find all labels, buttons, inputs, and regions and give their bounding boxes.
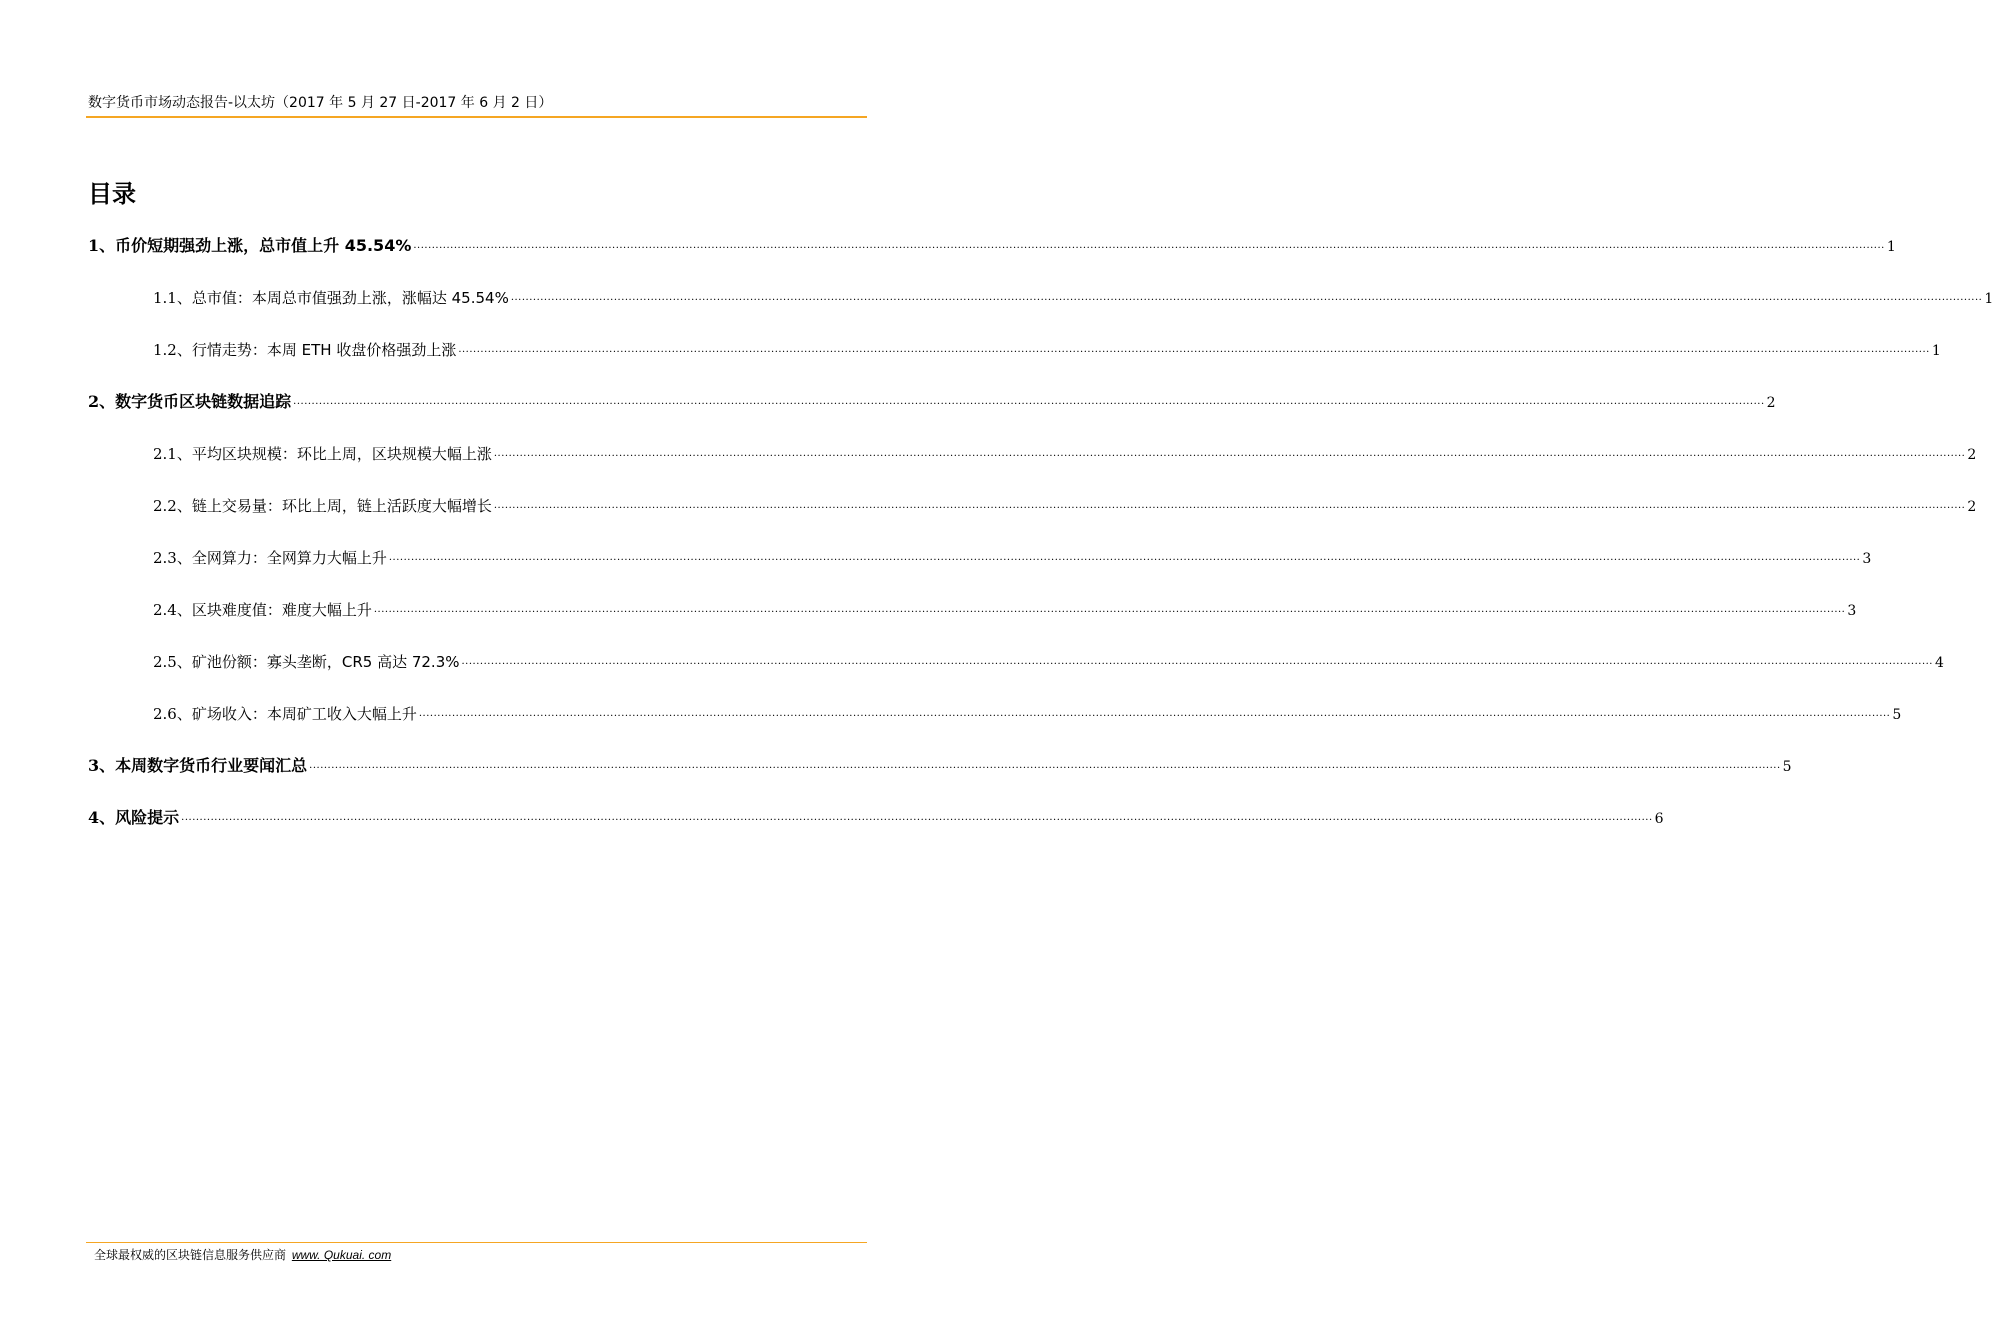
header-divider [86,116,867,118]
toc-entry-1[interactable] [88,235,1896,257]
toc-entry-number: 3、 [88,756,116,775]
toc-entry-number: 2.6、 [153,705,192,723]
page-footer [94,1247,391,1263]
toc-entry-page: 5 [1892,707,1902,723]
toc-entry-number: 2.4、 [153,601,192,619]
toc-entry-label: 平均区块规模：环比上周，区块规模大幅上涨 [191,445,492,463]
toc-leader-dots: ················································································································································································································································································································································································································ [458,347,1930,358]
toc-entry-label: 矿池份额：寡头垄断，CR5 高达 72.3% [191,653,460,671]
toc-entry-label: 本周数字货币行业要闻汇总 [115,756,308,775]
toc-entry-label: 矿场收入：本周矿工收入大幅上升 [191,705,417,723]
toc-entry-label: 币价短期强劲上涨，总市值上升 45.54% [115,236,412,255]
toc-entry-label: 全网算力：全网算力大幅上升 [191,549,387,567]
toc-entry-page: 2 [1766,395,1776,411]
toc-leader-dots: ················································································································································································································································································································································································································ [493,451,1966,462]
toc-leader-dots: ················································································································································································································································································································································································································ [493,503,1966,514]
toc-entry-page: 5 [1782,759,1792,775]
toc-entry-2-2[interactable] [153,495,1977,517]
toc-entry-2[interactable] [88,391,1776,413]
toc-entry-2-5[interactable] [153,651,1944,673]
toc-entry-page: 1 [1931,343,1941,359]
toc-leader-dots: ················································································································································································································································································································································································································ [373,607,1846,618]
toc-entry-label: 风险提示 [115,808,180,827]
toc-entry-label: 区块难度值：难度大幅上升 [191,601,372,619]
toc-entry-3[interactable] [88,755,1792,777]
toc-leader-dots: ················································································································································································································································································································································································································ [418,711,1891,722]
toc-entry-label: 总市值：本周总市值强劲上涨，涨幅达 45.54% [191,289,509,307]
toc-title: 目录 [88,180,136,208]
toc-entry-2-6[interactable] [153,703,1902,725]
toc-entry-page: 3 [1862,551,1872,567]
toc-entry-page: 2 [1967,499,1977,515]
toc-entry-number: 2、 [88,392,116,411]
toc-entry-label: 链上交易量：环比上周，链上活跃度大幅增长 [191,497,492,515]
toc-entry-number: 1、 [88,236,116,255]
toc-entry-1-1[interactable] [153,287,1993,309]
toc-entry-page: 3 [1847,603,1857,619]
toc-leader-dots: ················································································································································································································································································································································································································ [309,763,1781,774]
toc-leader-dots: ················································································································································································································································································································································································································ [293,399,1765,410]
toc-entry-number: 1.1、 [153,289,192,307]
toc-entry-number: 4、 [88,808,116,827]
toc-entry-label: 行情走势：本周 ETH 收盘价格强劲上涨 [191,341,457,359]
toc-entry-page: 1 [1886,239,1896,255]
footer-tagline: 全球最权威的区块链信息服务供应商 [94,1248,287,1262]
footer-divider [86,1242,867,1243]
toc-entry-number: 2.3、 [153,549,192,567]
toc-leader-dots: ················································································································································································································································································································································································································ [181,815,1653,826]
toc-entry-2-1[interactable] [153,443,1977,465]
toc-entry-2-3[interactable] [153,547,1872,569]
page-header-title: 数字货币市场动态报告-以太坊（2017 年 5 月 27 日-2017 年 6 月 2 日） [88,95,553,111]
toc-leader-dots: ················································································································································································································································································································································································································ [461,659,1933,670]
toc-entry-1-2[interactable] [153,339,1941,361]
toc-entry-label: 数字货币区块链数据追踪 [115,392,292,411]
toc-entry-number: 1.2、 [153,341,192,359]
toc-entry-page: 6 [1654,811,1664,827]
toc-entry-4[interactable] [88,807,1664,829]
toc-leader-dots: ················································································································································································································································································································································································································ [388,555,1861,566]
toc-leader-dots: ················································································································································································································································································································································································································ [510,295,1983,306]
toc-leader-dots: ················································································································································································································································································································································································································ [413,243,1885,254]
toc-entry-number: 2.1、 [153,445,192,463]
toc-entry-number: 2.5、 [153,653,192,671]
footer-website-link[interactable]: www. Qukuai. com [291,1248,392,1262]
toc-entry-page: 4 [1934,655,1944,671]
toc-entry-page: 1 [1984,291,1993,307]
toc-entry-2-4[interactable] [153,599,1857,621]
toc-entry-page: 2 [1967,447,1977,463]
toc-entry-number: 2.2、 [153,497,192,515]
